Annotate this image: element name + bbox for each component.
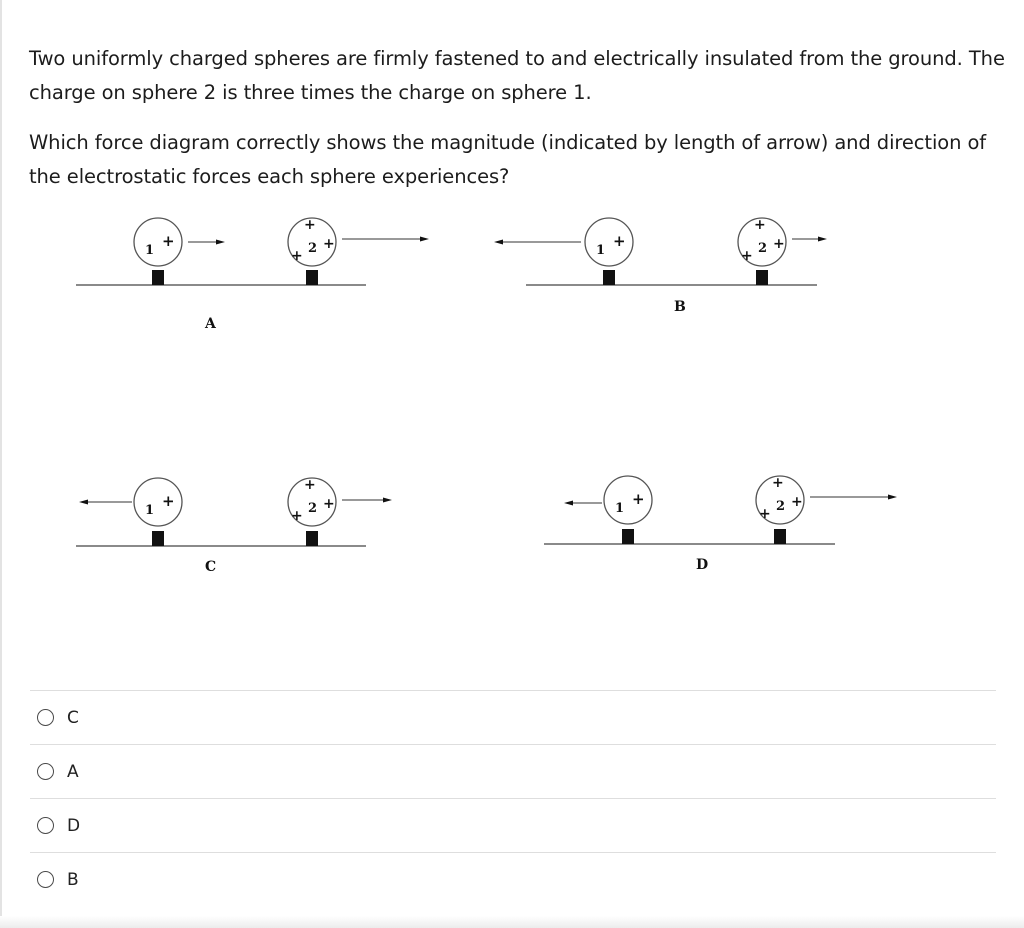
option-label: C: [67, 707, 79, 728]
sphere-1-stand: [152, 270, 164, 285]
radio-button[interactable]: [37, 871, 54, 888]
question-statement: Two uniformly charged spheres are firmly fastened to and electrically insulated from the ground. The charge on sphere 2 is three times the charge on sphere 1.: [29, 47, 1005, 104]
arrowhead: [420, 237, 429, 242]
diagram-label-c: C: [205, 559, 217, 575]
option-label: D: [67, 815, 81, 836]
arrowhead: [216, 240, 225, 245]
sphere-1: [604, 476, 652, 524]
left-border: [0, 0, 2, 928]
arrowhead: [79, 500, 88, 505]
diagram-label-a: A: [205, 316, 216, 332]
radio-button[interactable]: [37, 709, 54, 726]
sphere-2-plus-left: +: [741, 248, 753, 264]
arrowhead: [818, 237, 827, 242]
diagram-c: [76, 477, 392, 575]
diagram-label-d: D: [696, 557, 709, 573]
force-diagrams-figure: [60, 205, 910, 585]
question-text: [29, 42, 1009, 194]
sphere-1: [134, 218, 182, 266]
sphere-2-number: 2: [776, 499, 786, 514]
diagram-a: [76, 217, 429, 332]
sphere-2-number: 2: [308, 501, 318, 516]
sphere-2-stand: [306, 531, 318, 546]
option-b[interactable]: [30, 852, 996, 906]
sphere-1-plus: +: [613, 232, 626, 250]
sphere-2-stand: [774, 529, 786, 544]
sphere-1: [585, 218, 633, 266]
sphere-2-plus-top: +: [304, 217, 316, 233]
sphere-1-number: 1: [596, 243, 606, 258]
arrowhead: [494, 240, 503, 245]
arrowhead: [888, 495, 897, 500]
question-prompt: Which force diagram correctly shows the magnitude (indicated by length of arrow) and direction of the electrostatic forces each sphere experiences?: [29, 131, 987, 188]
diagram-label-b: B: [674, 299, 686, 315]
sphere-2-number: 2: [308, 241, 318, 256]
radio-button[interactable]: [37, 817, 54, 834]
sphere-1-plus: +: [632, 490, 645, 508]
sphere-2-plus-top: +: [772, 475, 784, 491]
sphere-2-plus-top: +: [304, 477, 316, 493]
sphere-2-number: 2: [758, 241, 768, 256]
sphere-1-plus: +: [162, 492, 175, 510]
option-d[interactable]: [30, 798, 996, 852]
sphere-1-stand: [152, 531, 164, 546]
sphere-2-plus-left: +: [291, 508, 303, 524]
sphere-2-plus-right: +: [323, 236, 335, 252]
sphere-2-stand: [756, 270, 768, 285]
answer-options: [30, 690, 996, 906]
sphere-1: [134, 478, 182, 526]
arrowhead: [383, 498, 392, 503]
diagram-b: [494, 217, 827, 315]
sphere-1-stand: [603, 270, 615, 285]
sphere-2-plus-top: +: [754, 217, 766, 233]
sphere-1-stand: [622, 529, 634, 544]
option-label: B: [67, 869, 79, 890]
bottom-edge: [0, 916, 1024, 928]
option-a[interactable]: [30, 744, 996, 798]
sphere-2-plus-right: +: [323, 496, 335, 512]
sphere-1-number: 1: [145, 243, 155, 258]
sphere-2-plus-right: +: [791, 494, 803, 510]
sphere-1-number: 1: [145, 503, 155, 518]
radio-button[interactable]: [37, 763, 54, 780]
diagram-d: [544, 475, 897, 573]
sphere-2-stand: [306, 270, 318, 285]
sphere-1-number: 1: [615, 501, 625, 516]
sphere-2-plus-right: +: [773, 236, 785, 252]
option-label: A: [67, 761, 79, 782]
arrowhead: [564, 501, 573, 506]
option-c[interactable]: [30, 690, 996, 744]
sphere-2-plus-left: +: [291, 248, 303, 264]
sphere-1-plus: +: [162, 232, 175, 250]
sphere-2-plus-left: +: [759, 506, 771, 522]
